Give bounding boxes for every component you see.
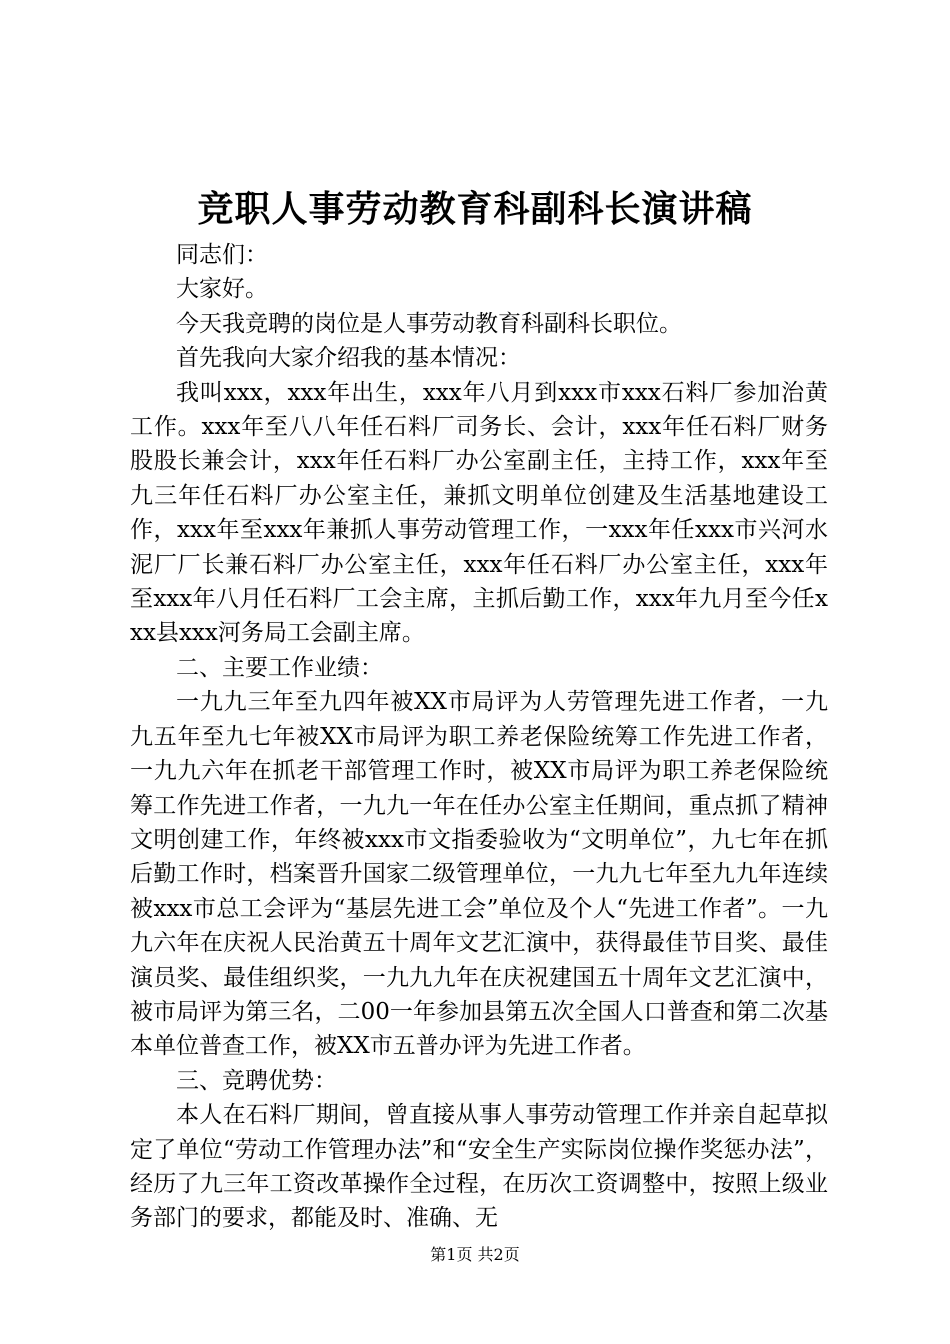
- paragraph-position: 今天我竞聘的岗位是人事劳动教育科副科长职位。: [176, 310, 682, 337]
- document-body: [130, 238, 828, 1236]
- section-heading-advantages: 三、竞聘优势：: [176, 1067, 337, 1094]
- paragraph-hello: 大家好。: [176, 276, 268, 303]
- paragraph-basic-info: 我叫xxx，xxx年出生，xxx年八月到xxx市xxx石料厂参加治黄工作。xxx年至八八年任石料厂司务长、会计，xxx年任石料厂财务股股长兼会计，xxx年任石料厂办公室副主任，主持工作，xxx年至九三年任石料厂办公室主任，兼抓文明单位创建及生活基地建设工作，xxx年至xxx年兼抓人事劳动管理工作，一xxx年任xxx市兴河水泥厂厂长兼石料厂办公室主任，xxx年任石料厂办公室主任，xxx年至xxx年八月任石料厂工会主席，主抓后勤工作，xxx年九月至今任xxx县xxx河务局工会副主席。: [130, 379, 828, 647]
- paragraph-greeting: 同志们：: [176, 242, 268, 268]
- paragraph-achievements: 一九九三年至九四年被XX市局评为人劳管理先进工作者，一九九五年至九七年被XX市局评为职工养老保险统筹工作先进工作者，一九九六年在抓老干部管理工作时，被XX市局评为职工养老保险统筹工作先进工作者，一九九一年在任办公室主任期间，重点抓了精神文明创建工作，年终被xxx市文指委验收为“文明单位”，九七年在抓后勤工作时，档案晋升国家二级管理单位，一九九七年至九九年连续被xxx市总工会评为“基层先进工会”单位及个人“先进工作者”。一九九六年在庆祝人民治黄五十周年文艺汇演中，获得最佳节目奖、最佳演员奖、最佳组织奖，一九九九年在庆祝建国五十周年文艺汇演中，被市局评为第三名，二00一年参加县第五次全国人口普查和第二次基本单位普查工作，被XX市五普办评为先进工作者。: [130, 689, 828, 1060]
- paragraph-intro: 首先我向大家介绍我的基本情况：: [176, 345, 521, 372]
- document-title: 竞职人事劳动教育科副科长演讲稿: [197, 188, 753, 230]
- page-footer: 第1页 共2页: [430, 1245, 520, 1264]
- paragraph-advantages: 本人在石料厂期间，曾直接从事人事劳动管理工作并亲自起草拟定了单位“劳动工作管理办法”和“安全生产实际岗位操作奖惩办法”，经历了九三年工资改革操作全过程，在历次工资调整中，按照上级业务部门的要求，都能及时、准确、无: [130, 1102, 828, 1232]
- section-heading-achievements: 二、主要工作业绩：: [176, 654, 383, 681]
